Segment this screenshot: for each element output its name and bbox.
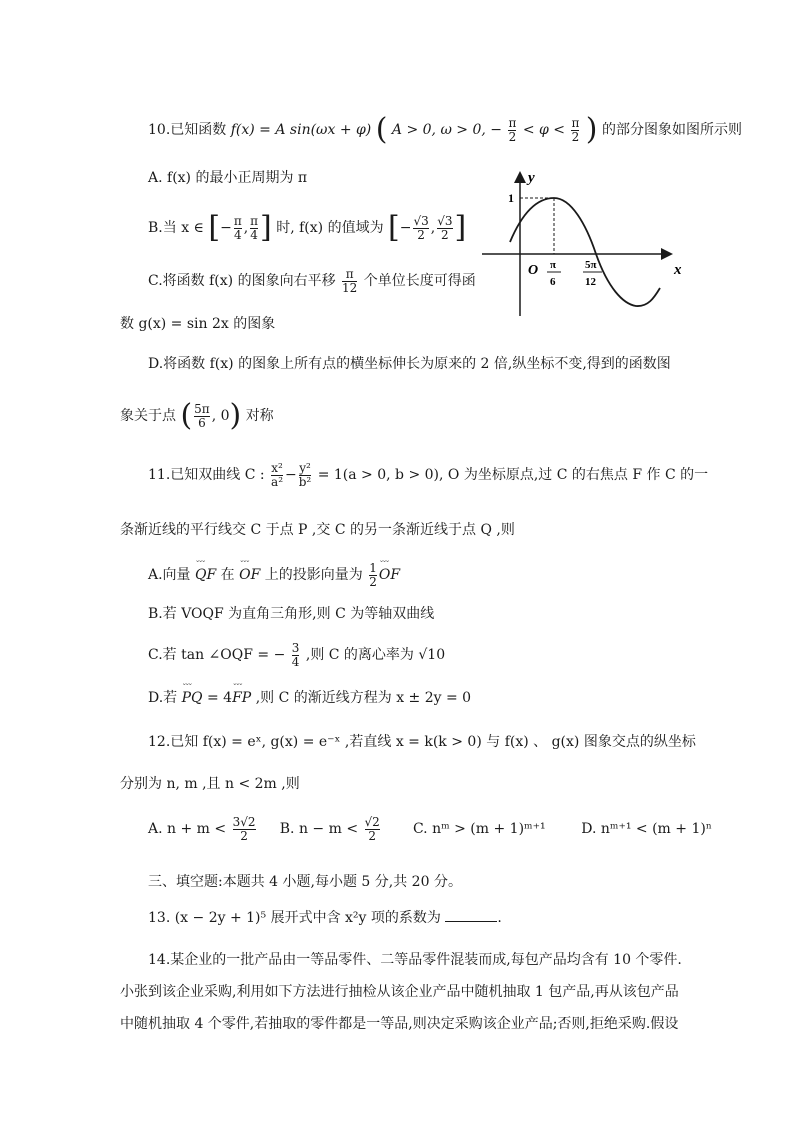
q10-option-b: B.当 x ∈ [− $\frac{\pi}{4}$ , $\frac{\pi}{4}$ ] 时, f(x) 的值域为 [− $\frac{√3}{2}$ , $\frac{√3}{2}$ ] [148,210,467,245]
q11-d-vector-fp: ˘˘˘ FP [232,690,251,707]
function-graph [478,166,688,316]
q10-paren-close: ) [585,112,598,147]
tick-5pi-12-top: 5π [585,259,597,271]
q12-stem-line1: 12.已知 f(x) = eˣ, g(x) = e⁻ˣ ,若直线 x = k(k > 0) 与 f(x) 、 g(x) 图象交点的纵坐标 [148,734,696,750]
q10-option-c-post: 个单位长度可得函 [363,273,476,290]
q12-option-a: A. n + m < [148,821,227,838]
origin-label: O [528,263,539,278]
q12-a-frac: $\frac{3√2}{2}$ [232,815,256,843]
q10-option-c [148,268,476,294]
q10-condition-mid: < φ < [522,122,565,138]
q10-fraction-left: $\frac{\pi}{2}$ [508,115,517,144]
q11-frac-y: $\frac{\text{y²}}{\text{b²}}$ [298,461,312,489]
tick-5pi-12-bottom: 12 [585,276,596,288]
q10-option-b-pre: B.当 x ∈ [148,220,204,236]
q10-option-c-pre: C.将函数 f(x) 的图象向右平移 [148,273,336,290]
q12-stem-line2: 分别为 n, m ,且 n < 2m ,则 [120,776,300,792]
q11-d-pre: D.若 [148,690,178,706]
q14-line1: 14.某企业的一批产品由一等品零件、二等品零件混装而成,每包产品均含有 10 个零件. [148,952,682,968]
q10-b-bracket-open: [ [208,210,221,245]
q10-stem [148,112,742,148]
q13-answer-blank[interactable] [445,921,497,922]
q10-option-d-pre: 象关于点 [120,408,176,424]
q12-option-b: B. n − m < [279,821,359,838]
q11-a-vector-of-2: ˘˘˘ OF [379,567,400,584]
q11-a-vector-of: ˘˘˘ OF [239,567,260,584]
q11-a-mid: 在 [220,567,235,584]
q10-paren-open: ( [375,112,388,147]
q11-a-vector-qf: ˘˘˘ QF [195,567,216,584]
q11-a-mid2: 上的投影向量为 [264,567,363,584]
q10-option-b-mid: 时, f(x) 的值域为 [276,220,384,236]
q11-a-frac: $\frac{1}{2}$ [369,561,377,589]
tick-pi-6-top: π [550,259,557,271]
q10-d-paren-close: ) [229,398,242,433]
q10-b-frac-2: $\frac{\pi}{4}$ [250,213,259,242]
q10-option-d-line1: D.将函数 f(x) 的图象上所有点的横坐标伸长为原来的 2 倍,纵坐标不变,得到的函数图 [148,356,671,372]
q11-c-pre: C.若 tan ∠OQF = − [148,647,286,664]
q11-option-a [148,562,400,588]
q11-frac-x: $\frac{\text{x²}}{\text{a²}}$ [271,461,284,489]
q10-option-c-line2: 数 g(x) = sin 2x 的图象 [120,316,276,332]
tick-pi-6-bottom: 6 [550,276,556,288]
q12-b-frac: $\frac{√2}{2}$ [364,815,380,843]
q11-d-post: ,则 C 的渐近线方程为 x ± 2y = 0 [255,690,472,706]
q13-text: 13. (x − 2y + 1)⁵ 展开式中含 x²y 项的系数为 [148,910,441,926]
x-axis-label: x [674,262,682,278]
q11-line1-post: = 1(a > 0, b > 0), O 为坐标原点,过 C 的右焦点 F 作 C 的一 [317,467,709,484]
q11-c-post: ,则 C 的离心率为 √10 [305,647,446,664]
q10-b-frac-1: $\frac{\pi}{4}$ [233,213,242,242]
q10-b-frac-4: $\frac{√3}{2}$ [437,213,453,242]
q13 [148,910,502,927]
q12-option-c: C. nᵐ > (m + 1)ᵐ⁺¹ [412,821,546,838]
q10-b-bracket2-open: [ [388,210,400,245]
q13-period: . [497,910,502,926]
q10-b-bracket-close: ] [260,210,272,245]
q10-function: f(x) = A sin(ωx + φ) [230,122,372,138]
q11-d-mid: = 4 [207,690,233,706]
q10-option-d-tail: 对称 [245,408,274,424]
section-3-heading: 三、填空题:本题共 4 小题,每小题 5 分,共 20 分。 [148,874,462,890]
q10-c-frac: $\frac{\pi}{12}$ [342,267,358,295]
q10-option-d-line2 [120,398,274,434]
q11-c-frac: $\frac{3}{4}$ [291,641,300,669]
q11-option-d [148,690,471,707]
q10-b-bracket2-close: ] [454,210,467,245]
q10-stem-suffix: 的部分图象如图所示则 [601,122,742,138]
q11-stem-line2: 条渐近线的平行线交 C 于点 P ,交 C 的另一条渐近线于点 Q ,则 [120,522,515,538]
q10-option-a: A. f(x) 的最小正周期为 π [148,170,308,186]
y-tick-one: 1 [508,191,514,205]
q11-stem-line1: 11.已知双曲线 C : $\frac{\text{x²}}{\text{a²}}$ − $\frac{\text{y²}}{\text{b²}}$ = 1(a > 0, b > 0), O 为坐标原点,过 C 的右焦点 F 作 C 的一 [148,461,709,489]
q10-stem-prefix: 10.已知函数 [148,122,227,138]
q11-option-c [148,642,445,668]
q10-d-frac: $\frac{5\pi}{6}$ [194,401,210,430]
sine-curve [510,198,660,306]
q14-line2: 小张到该企业采购,利用如下方法进行抽检从该企业产品中随机抽取 1 包产品,再从该包产品 [120,984,679,1000]
q12-options [148,816,712,842]
q12-option-d: D. nᵐ⁺¹ < (m + 1)ⁿ [581,821,712,838]
q10-fraction-right: $\frac{\pi}{2}$ [571,115,580,144]
q10-d-post: , 0 [211,408,230,424]
q11-d-vector-pq: ˘˘˘ PQ [182,690,203,707]
q11-line1-pre: 11.已知双曲线 C : [148,467,265,484]
q10-b-frac-3: $\frac{√3}{2}$ [413,213,429,242]
q14-line3: 中随机抽取 4 个零件,若抽取的零件都是一等品,则决定采购该企业产品;否则,拒绝采购.假设 [120,1016,679,1032]
q10-d-paren-open: ( [180,398,193,433]
y-axis-label: y [528,170,535,186]
q11-option-b: B.若 VOQF 为直角三角形,则 C 为等轴双曲线 [148,606,435,622]
q10-condition-pre: A > 0, ω > 0, − [391,122,503,138]
q11-a-pre: A.向量 [148,567,191,584]
